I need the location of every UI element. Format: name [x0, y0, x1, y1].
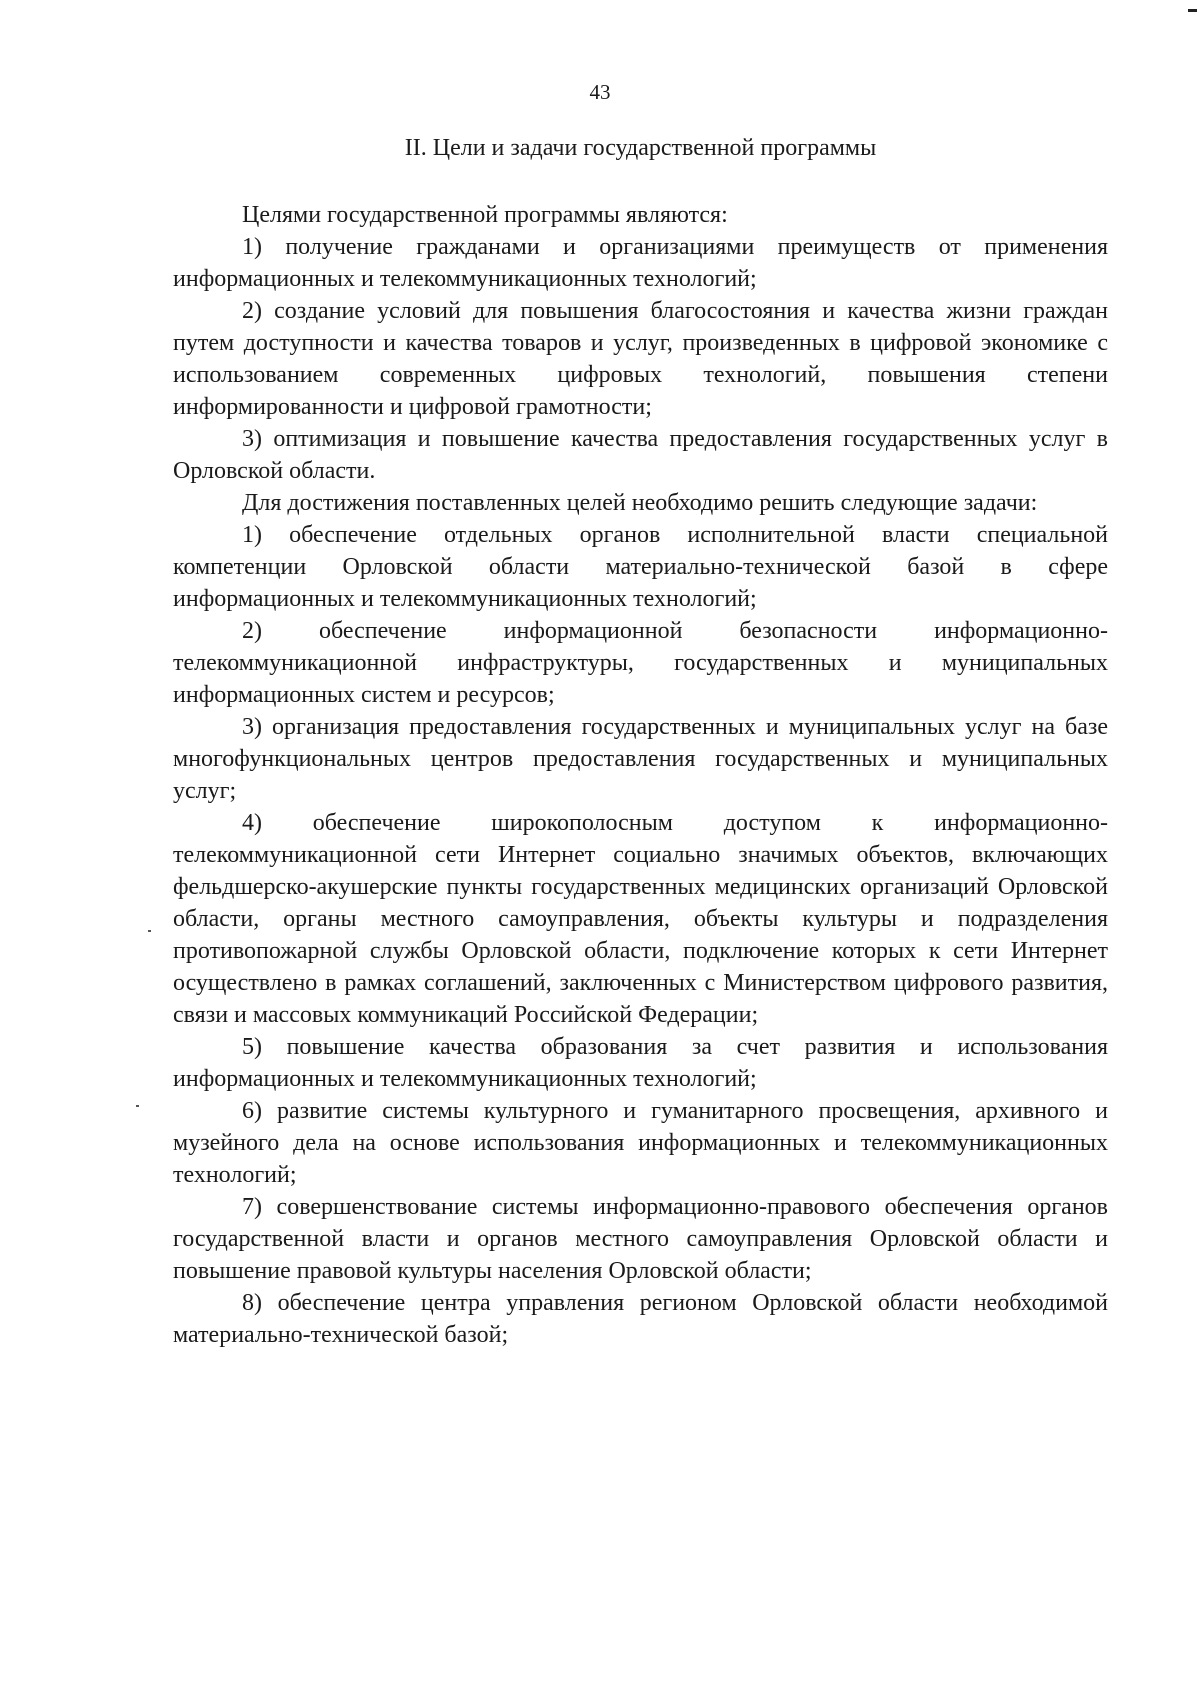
goals-intro: Целями государственной программы являются:: [242, 202, 728, 228]
task-item: 4) обеспечение широкополосным доступом к информационно-телекоммуникационной сети Интернет социально значимых объектов, включающих фельдшерско-акушерские пункты государственных медицинских организаций Орловской области, органы местного самоуправления, объекты культуры и подразделения противопожарной службы Орловской области, подключение которых к сети Интернет осуществлено в рамках соглашений, заключенных с Министерством цифрового развития, связи и массовых коммуникаций Российской Федерации;: [173, 810, 1108, 1028]
tasks-intro: Для достижения поставленных целей необходимо решить следующие задачи:: [242, 490, 1038, 516]
task-item: 2) обеспечение информационной безопасности информационно-телекоммуникационной инфраструктуры, государственных и муниципальных информационных систем и ресурсов;: [173, 618, 1108, 708]
document-body: [173, 199, 1108, 1351]
scan-artifact-speck: [148, 930, 151, 932]
goal-item: 1) получение гражданами и организациями преимуществ от применения информационных и телекоммуникационных технологий;: [173, 234, 1108, 292]
task-item: 3) организация предоставления государственных и муниципальных услуг на базе многофункциональных центров предоставления государственных и муниципальных услуг;: [173, 714, 1108, 804]
task-item: 6) развитие системы культурного и гуманитарного просвещения, архивного и музейного дела на основе использования информационных и телекоммуникационных технологий;: [173, 1098, 1108, 1188]
scan-artifact-dash: [1188, 9, 1197, 12]
task-item: 1) обеспечение отдельных органов исполнительной власти специальной компетенции Орловской области материально-технической базой в сфере информационных и телекоммуникационных технологий;: [173, 522, 1108, 612]
goal-item: 2) создание условий для повышения благосостояния и качества жизни граждан путем доступности и качества товаров и услуг, произведенных в цифровой экономике с использованием современных цифровых технологий, повышения степени информированности и цифровой грамотности;: [173, 298, 1108, 420]
task-item: 7) совершенствование системы информационно-правового обеспечения органов государственной власти и органов местного самоуправления Орловской области и повышение правовой культуры населения Орловской области;: [173, 1194, 1108, 1284]
page-number: 43: [589, 80, 611, 104]
section-title: II. Цели и задачи государственной программы: [404, 135, 877, 161]
scan-artifact-speck: [136, 1105, 139, 1107]
goal-item: 3) оптимизация и повышение качества предоставления государственных услуг в Орловской области.: [173, 426, 1108, 484]
task-item: 8) обеспечение центра управления регионом Орловской области необходимой материально-технической базой;: [173, 1290, 1108, 1348]
task-item: 5) повышение качества образования за счет развития и использования информационных и телекоммуникационных технологий;: [173, 1034, 1108, 1092]
